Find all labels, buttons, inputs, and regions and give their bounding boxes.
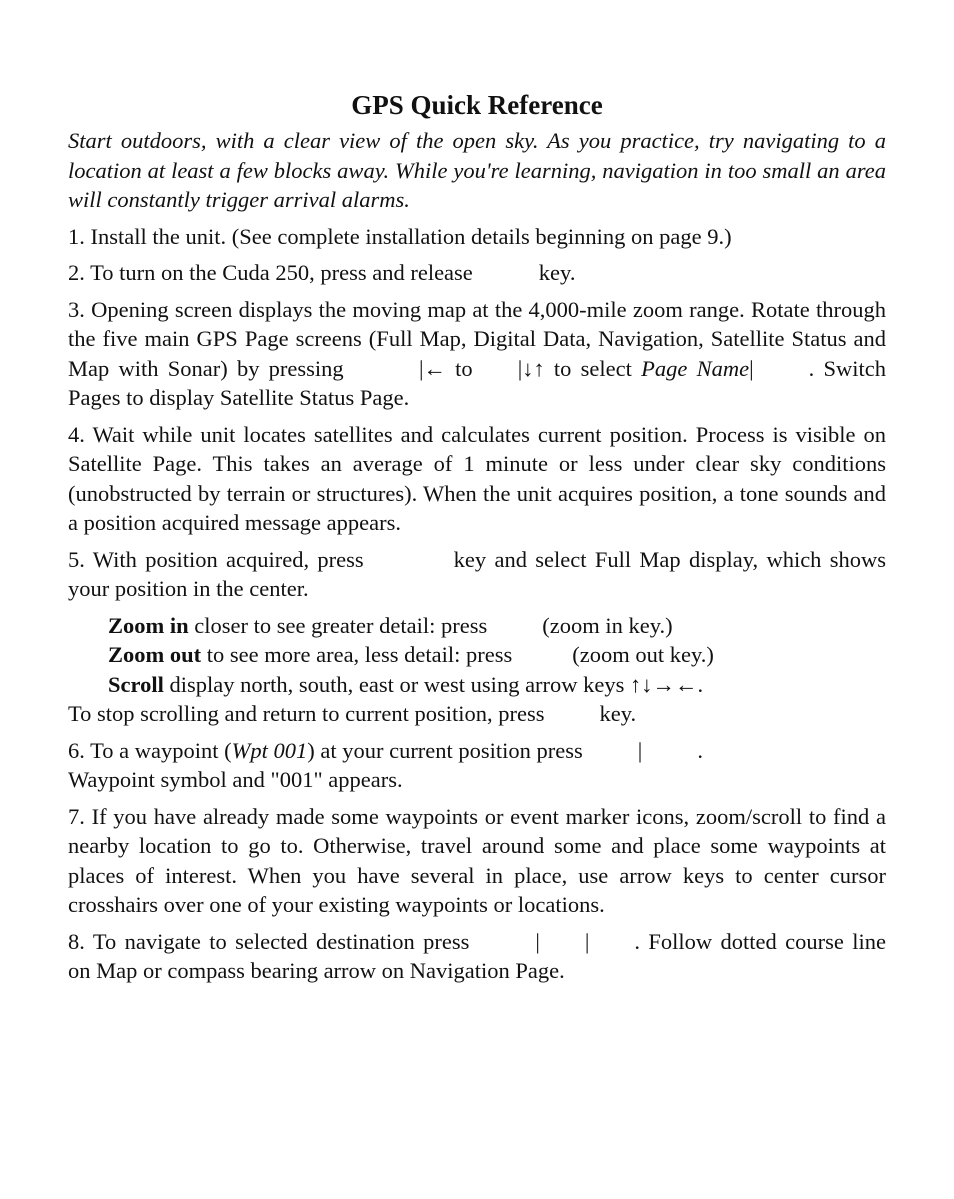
step-3 [68, 295, 886, 413]
page-title: GPS Quick Reference [351, 90, 603, 120]
separator: | [637, 737, 643, 763]
step-3-left-arrow-text: |← to [418, 355, 473, 381]
step-8-text: 8. To navigate to selected destination press [68, 928, 470, 954]
step-6-text: 6. To a waypoint ( [68, 737, 232, 763]
stop-scroll-text: To stop scrolling and return to current position, press [68, 701, 545, 726]
zoom-out-text: to see more area, less detail: press [206, 642, 513, 667]
zoom-out-label: Zoom out [108, 642, 202, 667]
period: . [697, 737, 703, 763]
zoom-in-text: closer to see greater detail: press [194, 612, 488, 638]
separator: | [749, 355, 754, 381]
step-8-end-text: . Follow dotted course line on Map or compass bearing arrow on Navigation Page. [68, 928, 886, 983]
step-7: 7. If you have already made some waypoints or event marker icons, zoom/scroll to find a nearby location to go to. Otherwise, travel around some and place some waypoints at places of interest. When you have several in place, use arrow keys to center cursor crosshairs over one of your existing waypoints or locations. [68, 803, 886, 917]
zoom-in-key-text: (zoom in key.) [542, 612, 673, 638]
waypoint-name: Wpt 001 [231, 737, 308, 763]
document-page [68, 88, 886, 993]
step-1: 1. Install the unit. (See complete installation details beginning on page 9.) [68, 223, 732, 249]
page-name-text: Page Name [641, 355, 750, 381]
stop-scroll-line [68, 701, 636, 726]
step-3-text: 3. Opening screen displays the moving map at the 4,000-mile zoom range. Rotate through the five main GPS Page screens (Full Map, Digital Data, Navigation, Satellite Status and Map with Sonar) by pressing [68, 296, 886, 381]
zoom-out-line [68, 640, 886, 670]
step-5 [68, 545, 886, 604]
step-6-result-text: Waypoint symbol and "001" appears. [68, 767, 403, 792]
step-8 [68, 927, 886, 986]
step-2 [68, 258, 886, 288]
zoom-out-key-text: (zoom out key.) [572, 642, 714, 667]
step-6-press-text: ) at your current position press [307, 737, 583, 763]
step-2-key-text: key. [538, 260, 576, 285]
zoom-in-label: Zoom in [108, 612, 189, 638]
step-4: 4. Wait while unit locates satellites and calculates current position. Process is visible on Satellite Page. This takes an average of 1 minute or less under clear sky conditions (unobstructed by terrain or structures). When the unit acquires position, a tone sounds and a position acquired message appears. [68, 421, 886, 535]
step-5-end-text: key and select Full Map display, which shows your position in the center. [68, 546, 887, 601]
stop-scroll-key-text: key. [599, 701, 637, 726]
separator: | [584, 928, 590, 954]
zoom-in-line [68, 611, 886, 641]
step-3-select-text: |↓↑ to select [517, 355, 632, 381]
scroll-label: Scroll [108, 671, 164, 697]
map-controls [68, 611, 886, 729]
step-6 [68, 736, 886, 795]
intro-paragraph: Start outdoors, with a clear view of the open sky. As you practice, try navigating to a location at least a few blocks away. While you're learning, navigation in too small an area will constantly trigger arrival alarms. [68, 128, 886, 212]
separator: | [535, 928, 540, 954]
step-5-text: 5. With position acquired, press [68, 546, 364, 572]
step-2-text: 2. To turn on the Cuda 250, press and release [68, 260, 473, 285]
step-3-end-text: . Switch Pages to display Satellite Status Page. [68, 355, 886, 410]
scroll-text: display north, south, east or west using arrow keys ↑↓→←. [169, 671, 704, 697]
scroll-line [68, 670, 886, 700]
